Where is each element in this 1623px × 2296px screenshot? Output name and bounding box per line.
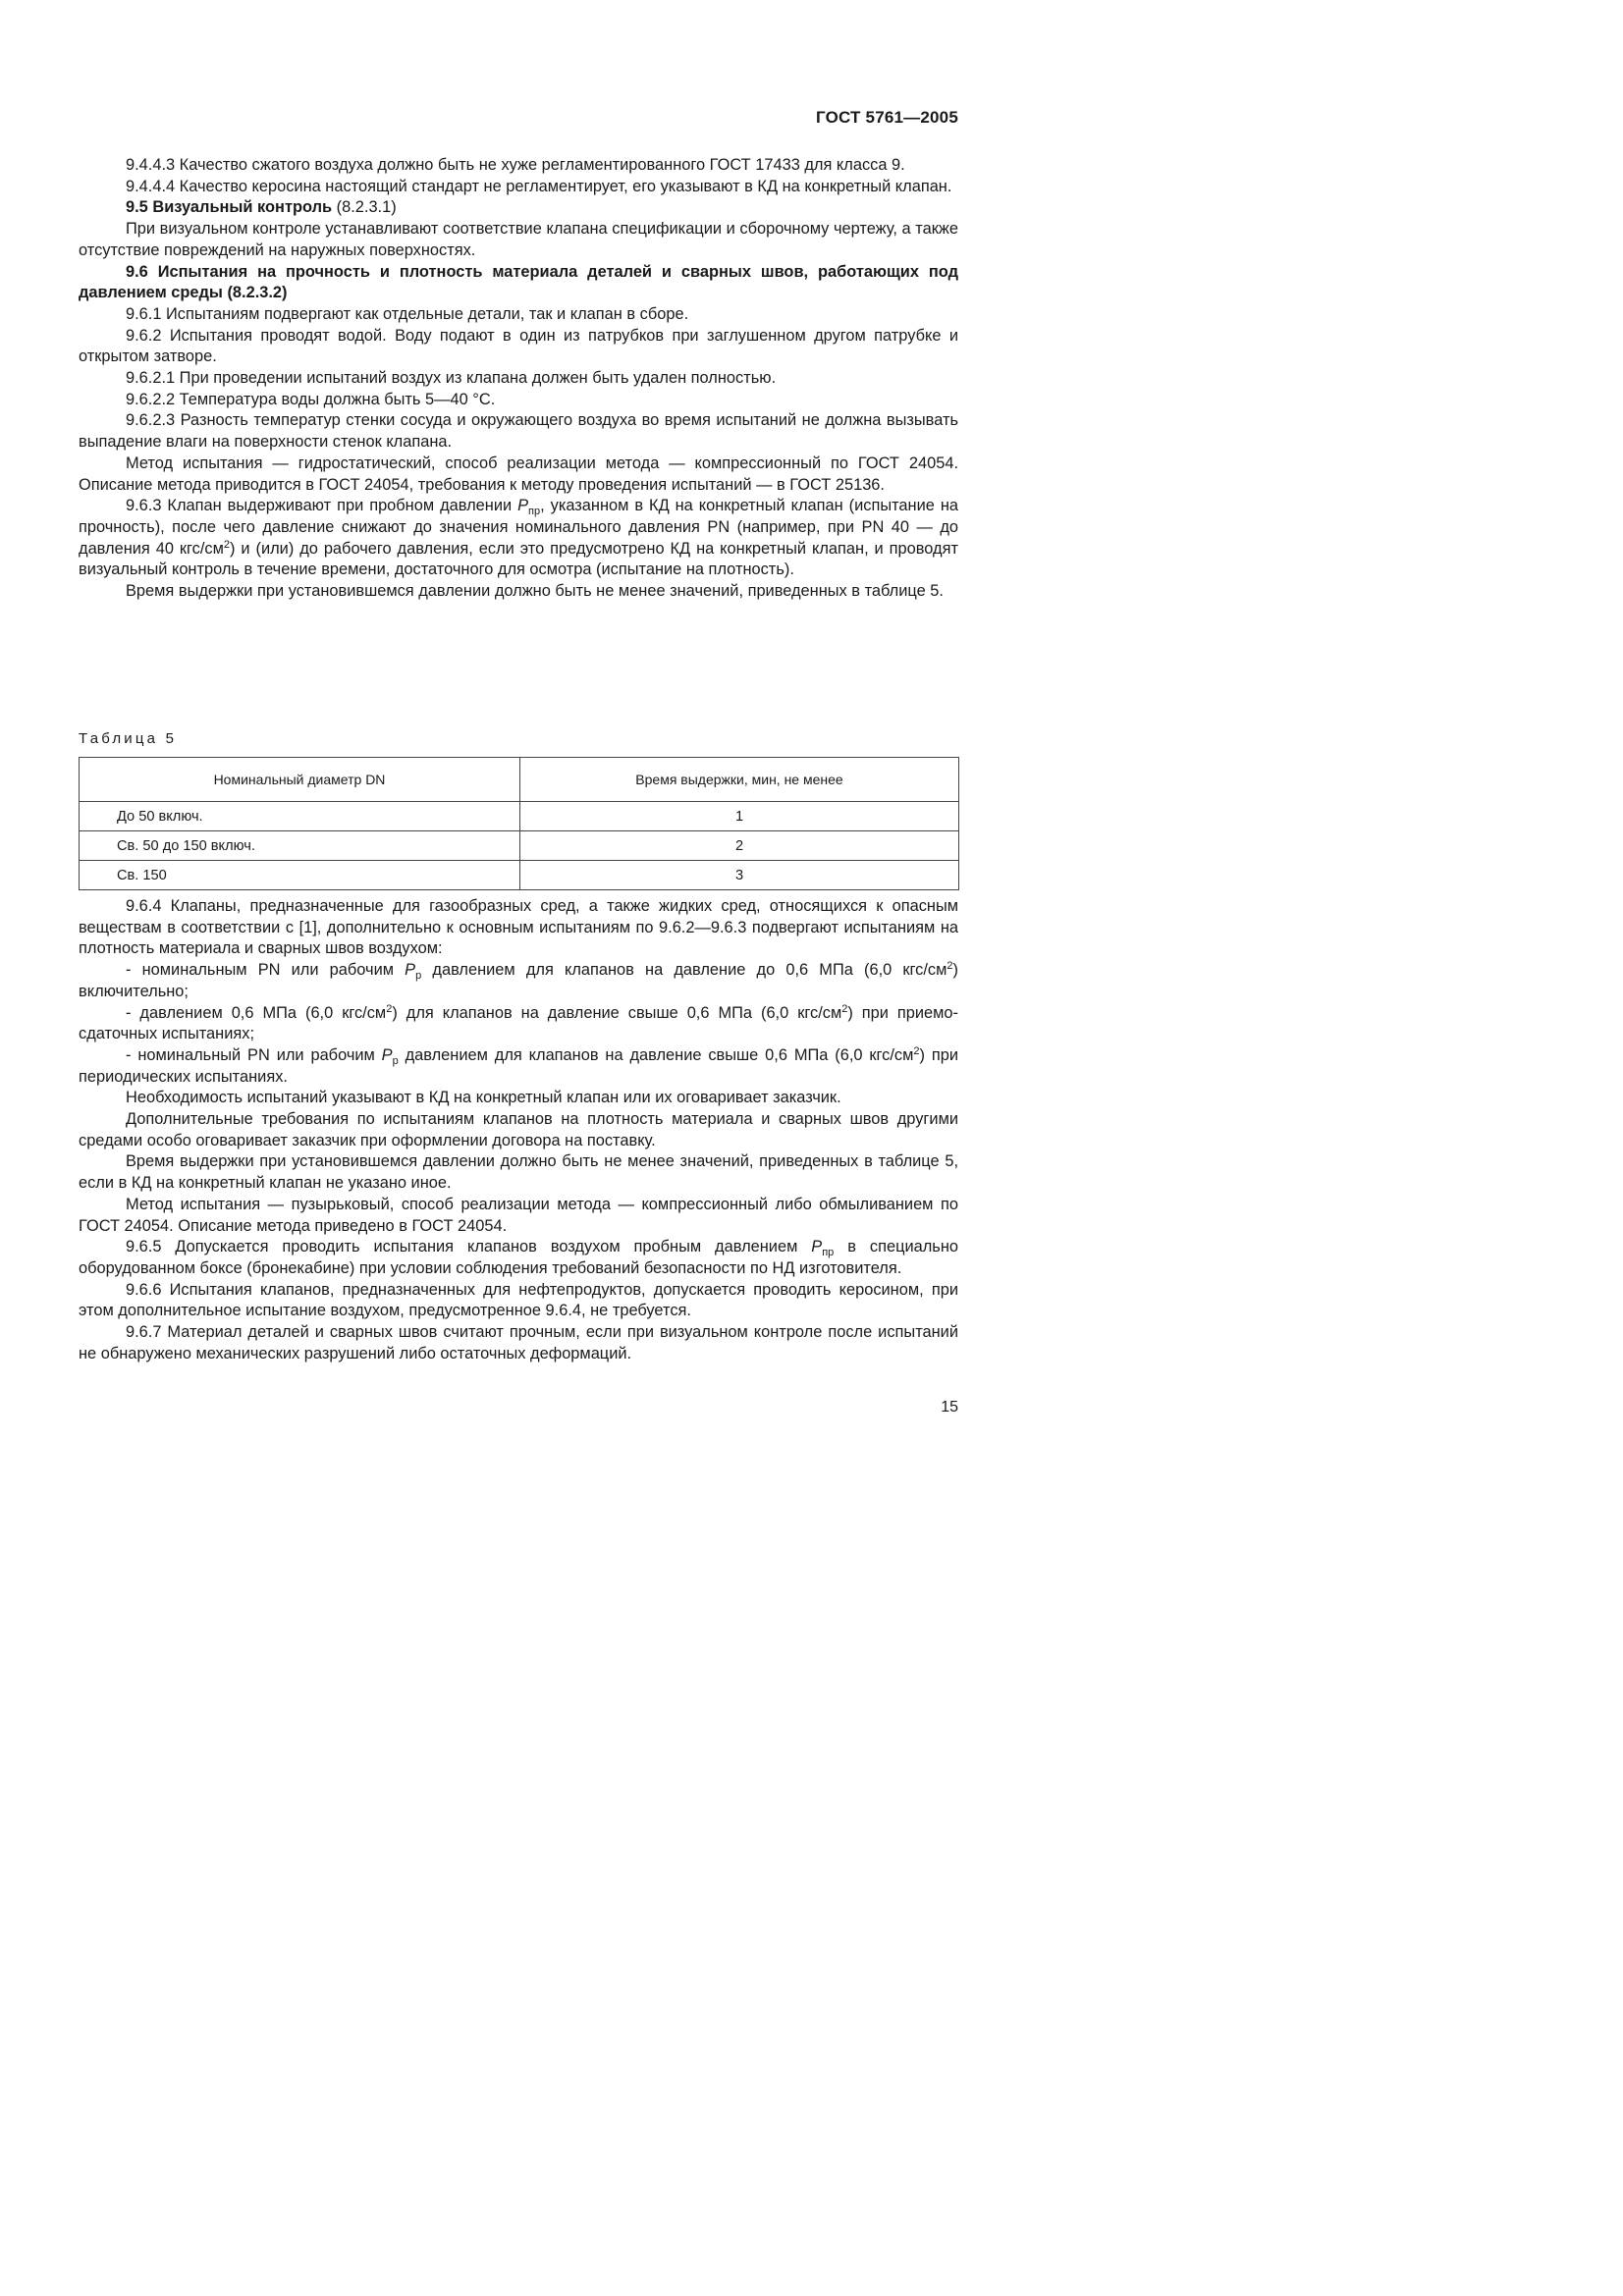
table-cell-time: 3: [520, 861, 959, 890]
table-cell-dn: Св. 50 до 150 включ.: [80, 831, 520, 861]
text-run: ) при приемо-сдаточных испытаниях;: [79, 1003, 959, 1043]
section-heading-9-5: [79, 197, 958, 219]
table-cell-time: 2: [520, 831, 959, 861]
text-run: ) при периодических испытаниях.: [79, 1045, 958, 1086]
paragraph-additional-requirements: Дополнительные требования по испытаниям клапанов на плотность материала и сварных швов другими средами особо оговаривает заказчик при оформлении договора на поставку.: [79, 1110, 958, 1149]
table-cell-dn: До 50 включ.: [80, 802, 520, 831]
document-page: [0, 0, 1087, 1539]
paragraph-9-6-5: [79, 1237, 958, 1279]
paragraph-method-hydrostatic: Метод испытания — гидростатический, способ реализации метода — компрессионный по ГОСТ 24054. Описание метода приводится в ГОСТ 24054, требования к методу проведения испытаний — в ГОСТ 25136.: [79, 454, 958, 494]
section-number: 9.5: [126, 198, 148, 217]
text-block-top: [79, 155, 958, 603]
section-title: Визуальный контроль: [152, 198, 333, 217]
text-run: ) включительно;: [79, 961, 958, 1000]
superscript: 2: [841, 1002, 848, 1015]
text-run: ) для клапанов на давление свыше 0,6 МПа (6,0 кгс/см: [392, 1003, 842, 1022]
superscript: 2: [223, 538, 230, 551]
column-header-hold-time: Время выдержки, мин, не менее: [520, 758, 959, 802]
text-run: ) и (или) до рабочего давления, если это предусмотрено КД на конкретный клапан, и проводят визуальный контроль в течение времени, достаточного для осмотра (испытание на плотность).: [79, 539, 958, 579]
document-id-header: ГОСТ 5761—2005: [815, 108, 958, 127]
paragraph-method-bubble: Метод испытания — пузырьковый, способ реализации метода — компрессионный либо обмыливанием по ГОСТ 24054. Описание метода приведено в ГОСТ 24054.: [79, 1195, 958, 1235]
text-block-bottom: [79, 896, 958, 1364]
list-item-1: [79, 960, 958, 1002]
paragraph-9-6-6: 9.6.6 Испытания клапанов, предназначенных для нефтепродуктов, допускается проводить керосином, при этом дополнительное испытание воздухом, предусмотренное 9.6.4, не требуется.: [79, 1280, 958, 1320]
page-number: 15: [941, 1399, 958, 1415]
subscript: р: [415, 970, 422, 983]
paragraph-9-6-2-1: 9.6.2.1 При проведении испытаний воздух из клапана должен быть удален полностью.: [126, 369, 777, 388]
text-run: - давлением 0,6 МПа (6,0 кгс/см: [126, 1003, 387, 1022]
table-cell-dn: Св. 150: [80, 861, 520, 890]
subscript: р: [392, 1054, 399, 1067]
paragraph-hold-time-2: Время выдержки при установившемся давлении должно быть не менее значений, приведенных в таблице 5, если в КД на конкретный клапан не указано иное.: [79, 1152, 958, 1193]
paragraph-necessity: Необходимость испытаний указывают в КД на конкретный клапан или их оговаривает заказчик.: [126, 1089, 841, 1107]
paragraph-9-6-4: 9.6.4 Клапаны, предназначенные для газообразных сред, а также жидких сред, относящихся к опасным веществам в соответствии с [1], дополнительно к основным испытаниям по 9.6.2—9.6.3 подвергают испытаниям на плотность материала и сварных швов воздухом:: [79, 897, 958, 958]
symbol-p: P: [381, 1045, 393, 1064]
text-run: 9.6.3 Клапан выдерживают при пробном давлении: [126, 497, 518, 515]
column-header-dn: Номинальный диаметр DN: [80, 758, 520, 802]
section-ref: (8.2.3.1): [336, 198, 397, 217]
paragraph-9-6-2-2: 9.6.2.2 Температура воды должна быть 5—40 °С.: [126, 390, 496, 408]
paragraph-9-4-4-4: 9.4.4.4 Качество керосина настоящий стандарт не регламентирует, его указывают в КД на конкретный клапан.: [126, 177, 952, 195]
superscript: 2: [386, 1002, 393, 1015]
table-cell-time: 1: [520, 802, 959, 831]
text-run: в специально оборудованном боксе (бронекабине) при условии соблюдения требований безопасности по НД изготовителя.: [79, 1238, 958, 1277]
paragraph-9-6-2: 9.6.2 Испытания проводят водой. Воду подают в один из патрубков при заглушенном другом патрубке и открытом затворе.: [79, 326, 958, 366]
text-run: , указанном в КД на конкретный клапан (испытание на прочность), после чего давление снижают до значения номинального давления PN (например, при PN 40 — до давления 40 кгс/см: [79, 497, 958, 558]
superscript: 2: [913, 1044, 920, 1057]
paragraph-9-4-4-3: 9.4.4.3 Качество сжатого воздуха должно быть не хуже регламентированного ГОСТ 17433 для класса 9.: [126, 156, 905, 174]
table-row: [80, 802, 959, 831]
table-header-row: [80, 758, 959, 802]
symbol-p: P: [517, 497, 529, 515]
list-item-2: [79, 1003, 958, 1045]
superscript: 2: [947, 960, 953, 973]
paragraph-9-6-2-3: 9.6.2.3 Разность температур стенки сосуда и окружающего воздуха во время испытаний не должна вызывать выпадение влаги на поверхности стенок клапана.: [79, 411, 958, 452]
paragraph-visual-control: При визуальном контроле устанавливают соответствие клапана спецификации и сборочному чертежу, а также отсутствие повреждений на наружных поверхностях.: [79, 220, 958, 259]
text-run: - номинальным PN или рабочим: [126, 961, 406, 980]
text-run: - номинальный PN или рабочим: [126, 1045, 382, 1064]
table-5: [79, 757, 959, 890]
paragraph-9-6-1: 9.6.1 Испытаниям подвергают как отдельные детали, так и клапан в сборе.: [126, 304, 689, 323]
symbol-p: P: [405, 961, 416, 980]
subscript: пр: [822, 1247, 835, 1259]
table-row: [80, 831, 959, 861]
text-run: 9.6.5 Допускается проводить испытания клапанов воздухом пробным давлением: [126, 1238, 812, 1256]
text-run: давлением для клапанов на давление до 0,6 МПа (6,0 кгс/см: [421, 961, 947, 980]
table-row: [80, 861, 959, 890]
list-item-3: [79, 1045, 958, 1088]
paragraph-9-6-7: 9.6.7 Материал деталей и сварных швов считают прочным, если при визуальном контроле после испытаний не обнаружено механических разрушений либо остаточных деформаций.: [79, 1323, 958, 1362]
symbol-p: P: [811, 1238, 823, 1256]
text-run: давлением для клапанов на давление свыше 0,6 МПа (6,0 кгс/см: [398, 1045, 914, 1064]
paragraph-hold-time: Время выдержки при установившемся давлении должно быть не менее значений, приведенных в таблице 5.: [126, 582, 944, 601]
table-caption: Таблица 5: [79, 730, 178, 747]
subscript: пр: [528, 506, 541, 518]
paragraph-9-6-3: [79, 496, 958, 581]
section-heading-9-6: 9.6 Испытания на прочность и плотность материала деталей и сварных швов, работающих под давлением среды (8.2.3.2): [79, 262, 958, 302]
